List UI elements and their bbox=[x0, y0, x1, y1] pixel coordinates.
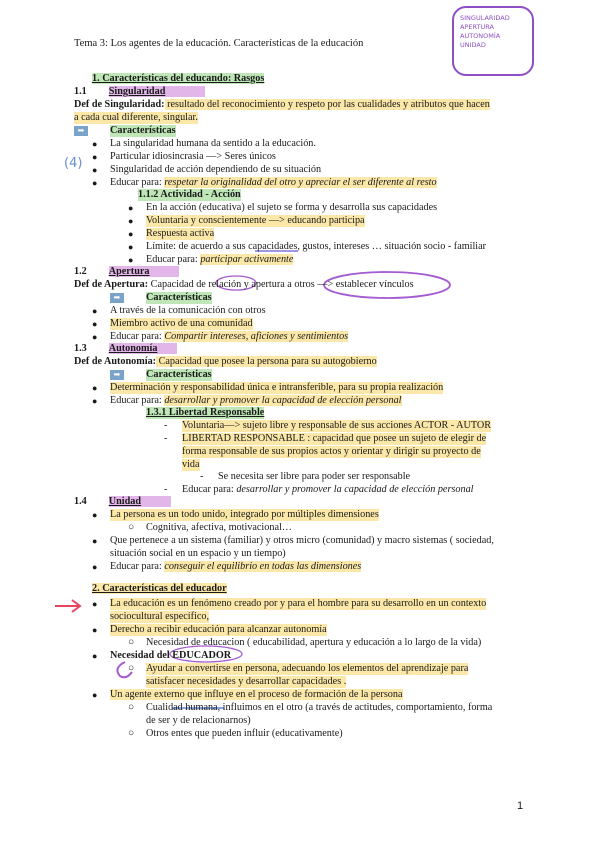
bullet-icon: ● bbox=[128, 216, 134, 226]
circle-bullet-icon: ○ bbox=[128, 522, 135, 533]
list-item: Ayudar a convertirse en persona, adecuando los elementos del aprendizaje para bbox=[146, 663, 469, 674]
bullet-icon: ● bbox=[92, 319, 98, 329]
heading-1-1: 1.1 Singularidad bbox=[74, 86, 205, 98]
bullet-icon: ● bbox=[92, 625, 98, 635]
list-item: Singularidad de acción dependiendo de su situación bbox=[110, 164, 322, 175]
heading-section-1: 1. Características del educando: Rasgos bbox=[92, 73, 265, 84]
definition-line: a cada cual diferente, singular. bbox=[74, 112, 198, 123]
bullet-icon: ● bbox=[92, 651, 98, 661]
definition-line: Def de Apertura: Capacidad de relación y apertura a otros —> establecer vínculos bbox=[74, 279, 414, 290]
list-item: A través de la comunicación con otros bbox=[110, 305, 266, 316]
list-item: Educar para: respetar la originalidad del otro y apreciar el ser diferente al resto bbox=[110, 177, 437, 188]
circle-bullet-icon: ○ bbox=[128, 663, 135, 674]
list-item: En la acción (educativa) el sujeto se forma y desarrolla sus capacidades bbox=[146, 202, 438, 213]
subheading: 1.1.2 Actividad - Acción bbox=[138, 189, 241, 200]
page-number: 1 bbox=[517, 800, 524, 812]
list-item: Límite: de acuerdo a sus capacidades, gustos, intereses … situación socio - familiar bbox=[146, 241, 487, 252]
bullet-icon: ● bbox=[92, 510, 98, 520]
list-item: Educar para: desarrollar y promover la capacidad de elección personal bbox=[182, 484, 474, 495]
circle-bullet-icon: ○ bbox=[128, 728, 135, 739]
list-item: Educar para: Compartir intereses, aficiones y sentimientos bbox=[110, 331, 349, 342]
bullet-icon: ● bbox=[92, 139, 98, 149]
bullet-icon: ● bbox=[92, 306, 98, 316]
list-item-continuation: forma responsable de sus propios actos y orientar y dirigir su proyecto de bbox=[182, 446, 481, 457]
bullet-icon: ● bbox=[92, 165, 98, 175]
list-item: Respuesta activa bbox=[146, 228, 215, 239]
circle-bullet-icon: ○ bbox=[128, 702, 135, 713]
red-arrow-icon bbox=[55, 600, 80, 612]
list-item: Educar para: participar activamente bbox=[146, 254, 294, 265]
list-item: Se necesita ser libre para poder ser responsable bbox=[218, 471, 411, 482]
stamp-line: AUTONOMÍA bbox=[460, 32, 501, 40]
bullet-icon: ● bbox=[128, 255, 134, 265]
list-item-continuation: de ser y de relacionarnos) bbox=[146, 715, 251, 726]
arrow-icon: ➡ bbox=[110, 370, 124, 380]
list-item: La educación es un fenómeno creado por y para el hombre para su desarrollo en un contexto bbox=[110, 598, 487, 609]
bullet-icon: ● bbox=[92, 383, 98, 393]
list-item: Un agente externo que influye en el proceso de formación de la persona bbox=[110, 689, 403, 700]
heading-1-4: 1.4 Unidad bbox=[74, 496, 171, 508]
list-item-continuation: satisfacer necesidades y desarrollar capacidades . bbox=[146, 676, 347, 687]
definition-line: Def de Singularidad: resultado del reconocimiento y respeto por las cualidades y atributos que hacen bbox=[74, 99, 490, 110]
stamp-line: UNIDAD bbox=[460, 41, 486, 49]
subheading: Características bbox=[146, 369, 212, 380]
list-item: La singularidad humana da sentido a la educación. bbox=[110, 138, 316, 149]
dash-icon: - bbox=[164, 420, 168, 431]
list-item: Particular idiosincrasia —> Seres únicos bbox=[110, 151, 276, 162]
arrow-icon: ➡ bbox=[110, 293, 124, 303]
bullet-icon: ● bbox=[92, 332, 98, 342]
bullet-icon: ● bbox=[92, 178, 98, 188]
list-item: Determinación y responsabilidad única e intransferible, para su propia realización bbox=[110, 382, 444, 393]
list-item: Derecho a recibir educación para alcanzar autonomía bbox=[110, 624, 327, 635]
list-item: Miembro activo de una comunidad bbox=[110, 318, 253, 329]
bullet-icon: ● bbox=[92, 152, 98, 162]
list-item: Necesidad de educacion ( educabilidad, apertura y educación a lo largo de la vida) bbox=[146, 637, 482, 648]
bullet-icon: ● bbox=[92, 562, 98, 572]
subheading: 1.3.1 Libertad Responsable bbox=[146, 407, 265, 418]
stamp-line: SINGULARIDAD bbox=[460, 14, 510, 22]
definition-line: Def de Autonomía: Capacidad que posee la persona para su autogobierno bbox=[74, 356, 377, 367]
list-item-continuation: sociocultural específico, bbox=[110, 611, 210, 622]
dash-icon: - bbox=[164, 484, 168, 495]
list-item: Educar para: conseguir el equilibrio en todas las dimensiones bbox=[110, 561, 362, 572]
list-item: Necesidad del EDUCADOR bbox=[110, 650, 232, 661]
list-item-continuation: vida bbox=[182, 459, 200, 470]
bullet-icon: ● bbox=[92, 599, 98, 609]
list-item: Cualidad humana, influimos en el otro (a través de actitudes, comportamiento, forma bbox=[146, 702, 493, 713]
bullet-icon: ● bbox=[128, 203, 134, 213]
subheading: Características bbox=[110, 125, 176, 136]
circle-bullet-icon: ○ bbox=[128, 637, 135, 648]
list-item: LIBERTAD RESPONSABLE : capacidad que posee un sujeto de elegir de bbox=[182, 433, 487, 444]
list-item: Otros entes que pueden influir (educativamente) bbox=[146, 728, 343, 739]
document-title: Tema 3: Los agentes de la educación. Características de la educación bbox=[74, 38, 364, 49]
bullet-icon: ● bbox=[128, 229, 134, 239]
bullet-icon: ● bbox=[92, 396, 98, 406]
margin-mark: (4) bbox=[64, 156, 83, 171]
subheading: Características bbox=[146, 292, 212, 303]
dash-icon: - bbox=[164, 433, 168, 444]
list-item-continuation: situación social en un espacio y un tiempo) bbox=[110, 548, 286, 559]
list-item: La persona es un todo unido, integrado por múltiples dimensiones bbox=[110, 509, 379, 520]
bullet-icon: ● bbox=[92, 690, 98, 700]
heading-1-2: 1.2 Apertura bbox=[74, 266, 179, 278]
arrow-icon: ➡ bbox=[74, 126, 88, 136]
stamp-line: APERTURA bbox=[460, 23, 494, 31]
list-item: Educar para: desarrollar y promover la capacidad de elección personal bbox=[110, 395, 402, 406]
heading-1-3: 1.3 Autonomía bbox=[74, 343, 177, 355]
list-item: Voluntaria—> sujeto libre y responsable de sus acciones ACTOR - AUTOR bbox=[182, 420, 492, 431]
list-item: Cognitiva, afectiva, motivacional… bbox=[146, 522, 292, 533]
bullet-icon: ● bbox=[128, 242, 134, 252]
heading-section-2: 2. Características del educador bbox=[92, 583, 227, 594]
dash-icon: - bbox=[200, 471, 204, 482]
list-item: Voluntaria y conscientemente —> educando participa bbox=[146, 215, 365, 226]
list-item: Que pertenece a un sistema (familiar) y otros micro (comunidad) y macro sistemas ( sociedad, bbox=[110, 535, 494, 546]
bullet-icon: ● bbox=[92, 536, 98, 546]
